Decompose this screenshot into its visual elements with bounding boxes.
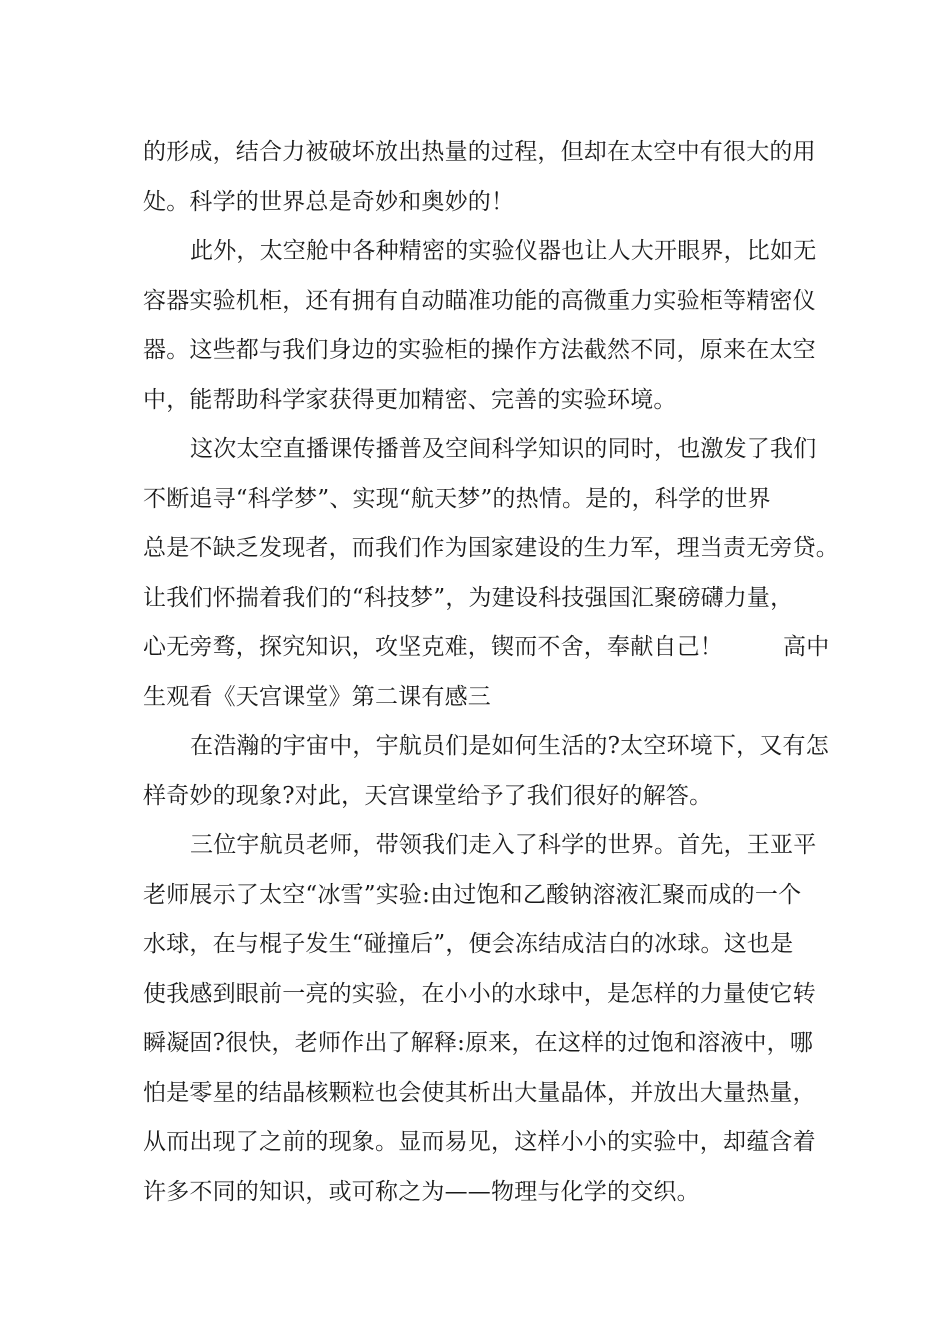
heading-start: 高中 bbox=[783, 634, 830, 660]
text-line: 处。科学的世界总是奇妙和奥妙的！ bbox=[143, 188, 515, 215]
text-line: 使我感到眼前一亮的实验，在小小的水球中，是怎样的力量使它转 bbox=[143, 980, 816, 1007]
text-line: 容器实验机柜，还有拥有自动瞄准功能的高微重力实验柜等精密仪 bbox=[143, 287, 816, 314]
text-line: 中，能帮助科学家获得更加精密、完善的实验环境。 bbox=[143, 386, 677, 413]
text-line: 怕是零星的结晶核颗粒也会使其析出大量晶体，并放出大量热量， bbox=[143, 1079, 816, 1106]
document-page bbox=[143, 128, 839, 1217]
text-line: 许多不同的知识，或可称之为——物理与化学的交织。 bbox=[143, 1178, 700, 1205]
paragraph-start-line: 此外，太空舱中各种精密的实验仪器也让人大开眼界，比如无 bbox=[190, 238, 817, 264]
paragraph-start-line: 三位宇航员老师，带领我们走入了科学的世界。首先，王亚平 bbox=[190, 832, 817, 858]
text-line: 器。这些都与我们身边的实验柜的操作方法截然不同，原来在太空 bbox=[143, 337, 816, 363]
paragraph-start-line: 在浩瀚的宇宙中，宇航员们是如何生活的?太空环境下，又有怎 bbox=[190, 733, 829, 759]
text-line: 不断追寻“科学梦”、实现“航天梦”的热情。是的，科学的世界 bbox=[143, 485, 771, 512]
text-line: 水球，在与棍子发生“碰撞后”，便会冻结成洁白的冰球。这也是 bbox=[143, 931, 794, 957]
text-line: 的形成，结合力被破坏放出热量的过程，但却在太空中有很大的用 bbox=[143, 139, 816, 165]
text-line: 样奇妙的现象?对此，天宫课堂给予了我们很好的解答。 bbox=[143, 782, 713, 809]
paragraph-start-line: 这次太空直播课传播普及空间科学知识的同时，也激发了我们 bbox=[190, 436, 817, 462]
text-line: 让我们怀揣着我们的“科技梦”，为建设科技强国汇聚磅礴力量， bbox=[143, 584, 794, 611]
text-line: 从而出现了之前的现象。显而易见，这样小小的实验中，却蕴含着 bbox=[143, 1129, 816, 1155]
text-line: 总是不缺乏发现者，而我们作为国家建设的生力军，理当责无旁贷。 bbox=[143, 535, 839, 561]
text-line-segment: 心无旁骛，探究知识，攻坚克难，锲而不舍，奉献自己！ bbox=[143, 634, 723, 660]
heading-line: 生观看《天宫课堂》第二课有感三 bbox=[143, 683, 491, 710]
text-line: 老师展示了太空“冰雪”实验:由过饱和乙酸钠溶液汇聚而成的一个 bbox=[143, 881, 802, 908]
text-line: 瞬凝固?很快，老师作出了解释:原来，在这样的过饱和溶液中，哪 bbox=[143, 1030, 814, 1056]
text-line-with-heading-start bbox=[143, 623, 833, 673]
